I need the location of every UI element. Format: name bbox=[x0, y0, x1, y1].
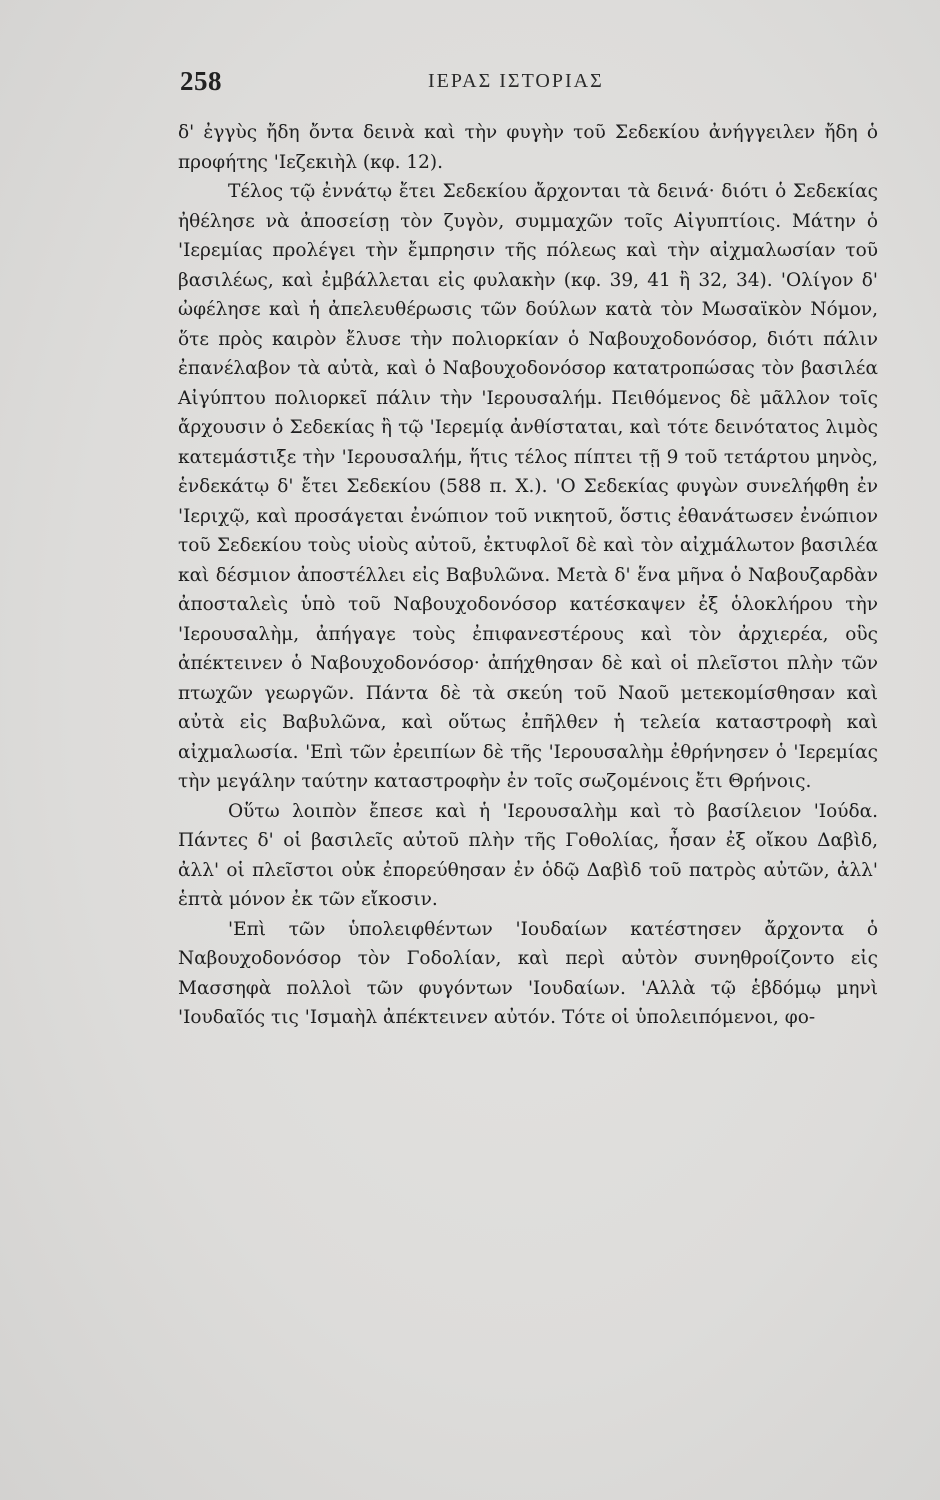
running-title: ΙΕΡΑΣ ΙΣΤΟΡΙΑΣ bbox=[428, 70, 604, 92]
paragraph-2: Τέλος τῷ ἐννάτῳ ἔτει Σεδεκίου ἄρχονται τὰ δεινά· διότι ὁ Σεδεκίας ἠθέλησε νὰ ἀποσείσῃ τὸν ζυγὸν, συμμαχῶν τοῖς Αἰγυπτίοις. Μάτην ὁ 'Ιερεμίας προλέγει τὴν ἔμπρησιν τῆς πόλεως καὶ τὴν αἰχμαλωσίαν τοῦ βασιλέως, καὶ ἐμβάλλεται εἰς φυλακὴν (κφ. 39, 41 ἢ 32, 34). 'Ολίγον δ' ὠφέλησε καὶ ἡ ἀπελευθέρωσις τῶν δούλων κατὰ τὸν Μωσαϊκὸν Νόμον, ὅτε πρὸς καιρὸν ἔλυσε τὴν πολιορκίαν ὁ Ναβουχοδονόσορ, διότι πάλιν ἐπανέλαβον τὰ αὐτὰ, καὶ ὁ Ναβουχοδονόσορ κατατροπώσας τὸν βασιλέα Αἰγύπτου πολιορκεῖ πάλιν τὴν 'Ιερουσαλήμ. Πειθόμενος δὲ μᾶλλον τοῖς ἄρχουσιν ὁ Σεδεκίας ἢ τῷ 'Ιερεμίᾳ ἀνθίσταται, καὶ τότε δεινότατος λιμὸς κατεμάστιξε τὴν 'Ιερουσαλήμ, ἥτις τέλος πίπτει τῇ 9 τοῦ τετάρτου μηνὸς, ἑνδεκάτῳ δ' ἔτει Σεδεκίου (588 π. Χ.). 'Ο Σεδεκίας φυγὼν συνελήφθη ἐν 'Ιεριχῷ, καὶ προσάγεται ἐνώπιον τοῦ νικητοῦ, ὅστις ἐθανάτωσεν ἐνώπιον τοῦ Σεδεκίου τοὺς υἱοὺς αὐτοῦ, ἐκτυφλοῖ δὲ καὶ τὸν αἰχμάλωτον βασιλέα καὶ δέσμιον ἀποστέλλει εἰς Βαβυλῶνα. Μετὰ δ' ἕνα μῆνα ὁ Ναβουζαρδὰν ἀποσταλεὶς ὑπὸ τοῦ Ναβουχοδονόσορ κατέσκαψεν ἐξ ὁλοκλήρου τὴν 'Ιερουσαλὴμ, ἀπήγαγε τοὺς ἐπιφανεστέρους καὶ τὸν ἀρχιερέα, οὓς ἀπέκτεινεν ὁ Ναβουχοδονόσορ· ἀπήχθησαν δὲ καὶ οἱ πλεῖστοι πλὴν τῶν πτωχῶν γεωργῶν. Πάντα δὲ τὰ σκεύη τοῦ Ναοῦ μετεκομίσθησαν καὶ αὐτὰ εἰς Βαβυλῶνα, καὶ οὕτως ἐπῆλθεν ἡ τελεία καταστροφὴ καὶ αἰχμαλωσία. 'Επὶ τῶν ἐρειπίων δὲ τῆς 'Ιερουσαλὴμ ἐθρήνησεν ὁ 'Ιερεμίας τὴν μεγάλην ταύτην καταστροφὴν ἐν τοῖς σωζομένοις ἔτι Θρήνοις. bbox=[178, 181, 878, 792]
paragraph-3: Οὕτω λοιπὸν ἔπεσε καὶ ἡ 'Ιερουσαλὴμ καὶ τὸ βασίλειον 'Ιούδα. Πάντες δ' οἱ βασιλεῖς αὐτοῦ πλὴν τῆς Γοθολίας, ἦσαν ἐξ οἴκου Δαβὶδ, ἀλλ' οἱ πλεῖστοι οὐκ ἐπορεύθησαν ἐν ὁδῷ Δαβὶδ τοῦ πατρὸς αὐτῶν, ἀλλ' ἑπτὰ μόνον ἐκ τῶν εἴκοσιν. bbox=[178, 800, 878, 910]
body-text bbox=[178, 118, 878, 1033]
paragraph-1: δ' ἐγγὺς ἤδη ὄντα δεινὰ καὶ τὴν φυγὴν τοῦ Σεδεκίου ἀνήγγειλεν ἤδη ὁ προφήτης 'Ιεζεκιὴλ (κφ. 12). bbox=[178, 122, 878, 173]
page-number: 258 bbox=[180, 66, 222, 96]
paragraph-4: 'Επὶ τῶν ὑπολειφθέντων 'Ιουδαίων κατέστησεν ἄρχοντα ὁ Ναβουχοδονόσορ τὸν Γοδολίαν, καὶ περὶ αὐτὸν συνηθροίζοντο εἰς Μασσηφὰ πολλοὶ τῶν φυγόντων 'Ιουδαίων. 'Αλλὰ τῷ ἑβδόμῳ μηνὶ 'Ιουδαῖός τις 'Ισμαὴλ ἀπέκτεινεν αὐτόν. Τότε οἱ ὑπολειπόμενοι, φο- bbox=[178, 918, 878, 1028]
page-header bbox=[180, 66, 882, 100]
